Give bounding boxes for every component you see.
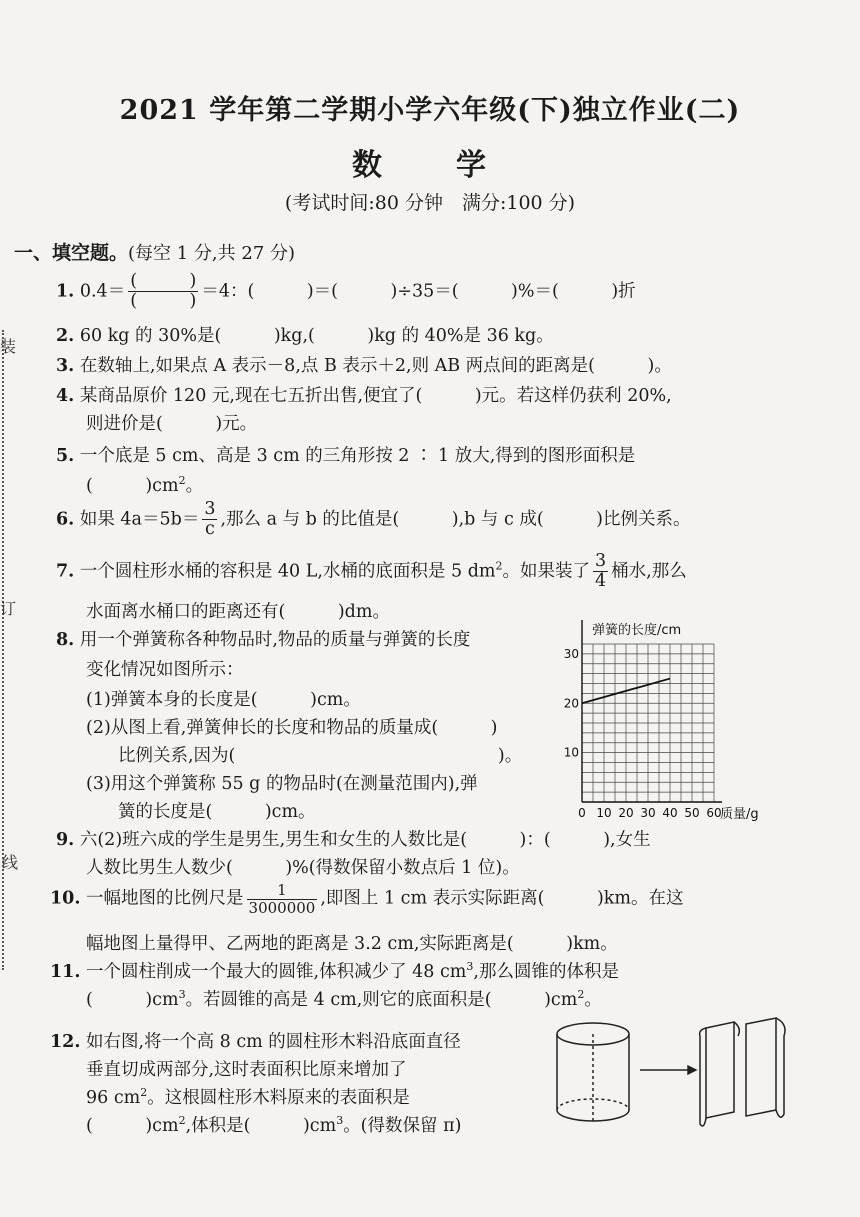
q8-line-2: 变化情况如图所示：: [86, 660, 244, 680]
section-heading: [14, 238, 295, 265]
chart-y-tick-label: 10: [563, 745, 579, 760]
q11-text-b: ,那么圆锥的体积是: [473, 962, 619, 982]
q7-text-a: 一个圆柱形水桶的容积是 40 L,水桶的底面积是 5 dm: [79, 561, 496, 582]
half-cylinder-left-icon: [700, 1022, 740, 1126]
q12-line-4a: ( )cm: [86, 1116, 179, 1136]
question-1: [56, 272, 636, 312]
half-cylinder-right-icon: [746, 1018, 785, 1117]
q12-line-4b: ,体积是( )cm: [185, 1116, 337, 1136]
exam-meta: (考试时间:80 分钟 满分:100 分): [284, 192, 576, 214]
q4-line-1: 某商品原价 120 元,现在七五折出售,便宜了( )元。若这样仍获利 20%,: [79, 386, 672, 406]
question-number: 1.: [56, 281, 75, 302]
q7-line-2: 水面离水桶口的距离还有( )dm。: [86, 602, 390, 622]
question-9: [56, 826, 651, 851]
question-number: 9.: [56, 830, 75, 850]
q8-line-5: 比例关系,因为( )。: [118, 746, 523, 766]
chart-x-tick-label: 50: [684, 806, 700, 820]
binding-dotted-line: [2, 330, 4, 970]
q8-line-4: (2)从图上看,弹簧伸长的长度和物品的质量成( ): [86, 718, 498, 738]
section-label: 一、填空题。: [14, 242, 129, 264]
margin-label-zhuang: 装: [0, 337, 17, 356]
question-number: 11.: [50, 962, 81, 982]
question-11: [50, 958, 619, 983]
arrow-right-icon: [640, 1066, 696, 1074]
q6-frac-den: c: [204, 519, 215, 540]
chart-x-tick-label: 30: [640, 806, 656, 820]
q7-frac-den: 4: [595, 571, 607, 592]
q6-text-b: ,那么 a 与 b 的比值是( ),b 与 c 成( )比例关系。: [220, 509, 691, 530]
q6-frac-num: 3: [204, 499, 216, 519]
question-number: 10.: [50, 888, 81, 909]
chart-x-tick-label: 0: [578, 806, 586, 820]
question-8: [56, 626, 470, 651]
question-5: [56, 442, 635, 467]
q1-frac-num: ( ): [130, 271, 197, 291]
chart-y-tick-label: 30: [563, 646, 579, 661]
q9-line-1: 六(2)班六成的学生是男生,男生和女生的人数比是( )：( ),女生: [79, 830, 651, 850]
q5-line-2b: 。: [185, 476, 204, 496]
q11-sup-3: 2: [577, 988, 585, 1002]
q12-line-3b: 。这根圆柱形木料原来的表面积是: [147, 1088, 410, 1108]
q2-text: 60 kg 的 30%是( )kg,( )kg 的 40%是 36 kg。: [79, 326, 554, 346]
q11-line-2: [86, 986, 602, 1011]
q7-text-b: 。如果装了: [502, 561, 590, 582]
q12-sup-3: 3: [336, 1114, 344, 1128]
cylinder-icon: [557, 1023, 629, 1121]
question-4: [56, 382, 672, 407]
question-number: 6.: [56, 509, 75, 530]
chart-x-tick-label: 20: [618, 806, 634, 820]
q11-text-a: 一个圆柱削成一个最大的圆锥,体积减少了 48 cm: [86, 962, 467, 982]
margin-label-ding: 订: [0, 599, 17, 618]
q12-line-2: 垂直切成两部分,这时表面积比原来增加了: [86, 1060, 407, 1080]
q8-line-6: (3)用这个弹簧称 55 g 的物品时(在测量范围内),弹: [86, 774, 478, 794]
question-number: 2.: [56, 326, 75, 346]
chart-x-tick-label: 60: [706, 806, 722, 820]
q12-sup-2: 2: [178, 1114, 186, 1128]
q11-sup: 3: [466, 960, 474, 974]
q10-text-a: 一幅地图的比例尺是: [86, 888, 244, 909]
q11-line-2a: ( )cm: [86, 990, 179, 1010]
q11-line-2c: 。: [584, 990, 602, 1010]
question-number: 8.: [56, 630, 75, 650]
q5-line-1: 一个底是 5 cm、高是 3 cm 的三角形按 2 ∶ 1 放大,得到的图形面积是: [79, 446, 636, 466]
margin-label-xian: 线: [2, 853, 19, 872]
chart-x-tick-label: 40: [662, 806, 678, 820]
question-12: [50, 1028, 461, 1053]
q12-line-1: 如右图,将一个高 8 cm 的圆柱形木料沿底面直径: [86, 1032, 461, 1052]
exam-subject: 数 学: [352, 148, 508, 183]
q1-frac-den: ( ): [130, 291, 197, 312]
q6-fraction: [202, 500, 217, 540]
spring-length-chart: [560, 616, 790, 828]
q5-line-2a: ( )cm: [86, 476, 179, 496]
q7-fraction: [593, 552, 608, 592]
question-7: [56, 552, 687, 592]
q1-fraction: [128, 272, 198, 312]
q10-text-b: ,即图上 1 cm 表示实际距离( )km。在这: [320, 888, 684, 909]
q7-text-c: 桶水,那么: [611, 561, 687, 582]
q7-sup: 2: [495, 559, 503, 573]
q8-line-1: 用一个弹簧称各种物品时,物品的质量与弹簧的长度: [79, 630, 471, 650]
q8-line-7: 簧的长度是( )cm。: [118, 802, 316, 822]
question-2: [56, 322, 554, 347]
question-number: 4.: [56, 386, 75, 406]
chart-y-tick-label: 20: [563, 696, 579, 711]
q6-text-a: 如果 4a＝5b＝: [79, 509, 200, 530]
q8-line-3: (1)弹簧本身的长度是( )cm。: [86, 690, 361, 710]
question-number: 7.: [56, 561, 75, 582]
q12-line-4: [86, 1112, 461, 1137]
q10-line-2: 幅地图上量得甲、乙两地的距离是 3.2 cm,实际距离是( )km。: [86, 934, 618, 954]
question-6: [56, 500, 690, 540]
chart-y-label: 弹簧的长度/cm: [592, 623, 682, 638]
question-number: 3.: [56, 356, 75, 376]
question-3: [56, 352, 672, 377]
q5-sup: 2: [178, 474, 186, 488]
q12-line-3: [86, 1084, 410, 1109]
q12-sup: 2: [140, 1086, 148, 1100]
question-10: [50, 882, 683, 916]
q12-line-4c: 。(得数保留 π): [343, 1116, 462, 1136]
q1-text-b: ＝4：( )＝( )÷35＝( )%＝( )折: [201, 281, 636, 302]
q3-text: 在数轴上,如果点 A 表示－8,点 B 表示＋2,则 AB 两点间的距离是( )。: [79, 356, 672, 376]
q10-frac-den: 3000000: [248, 898, 316, 917]
q10-frac-num: 1: [247, 882, 318, 900]
question-number: 12.: [50, 1032, 81, 1052]
question-number: 5.: [56, 446, 75, 466]
q1-text-a: 0.4＝: [79, 281, 126, 302]
q11-line-2b: 。若圆锥的高是 4 cm,则它的底面积是( )cm: [185, 990, 578, 1010]
chart-x-tick-label: 10: [596, 806, 612, 820]
q7-frac-num: 3: [595, 551, 607, 571]
cylinder-cut-figure: [548, 1014, 788, 1134]
chart-x-label: 质量/g: [720, 807, 759, 822]
q9-line-2: 人数比男生人数少( )%(得数保留小数点后 1 位)。: [86, 858, 520, 878]
q11-sup-2: 3: [178, 988, 186, 1002]
section-note: (每空 1 分,共 27 分): [128, 243, 296, 264]
exam-title: 2021 学年第二学期小学六年级(下)独立作业(二): [119, 95, 741, 126]
q10-fraction: [247, 882, 318, 916]
q12-line-3a: 96 cm: [86, 1088, 141, 1108]
q4-line-2: 则进价是( )元。: [86, 414, 258, 434]
q5-line-2: [86, 472, 203, 497]
